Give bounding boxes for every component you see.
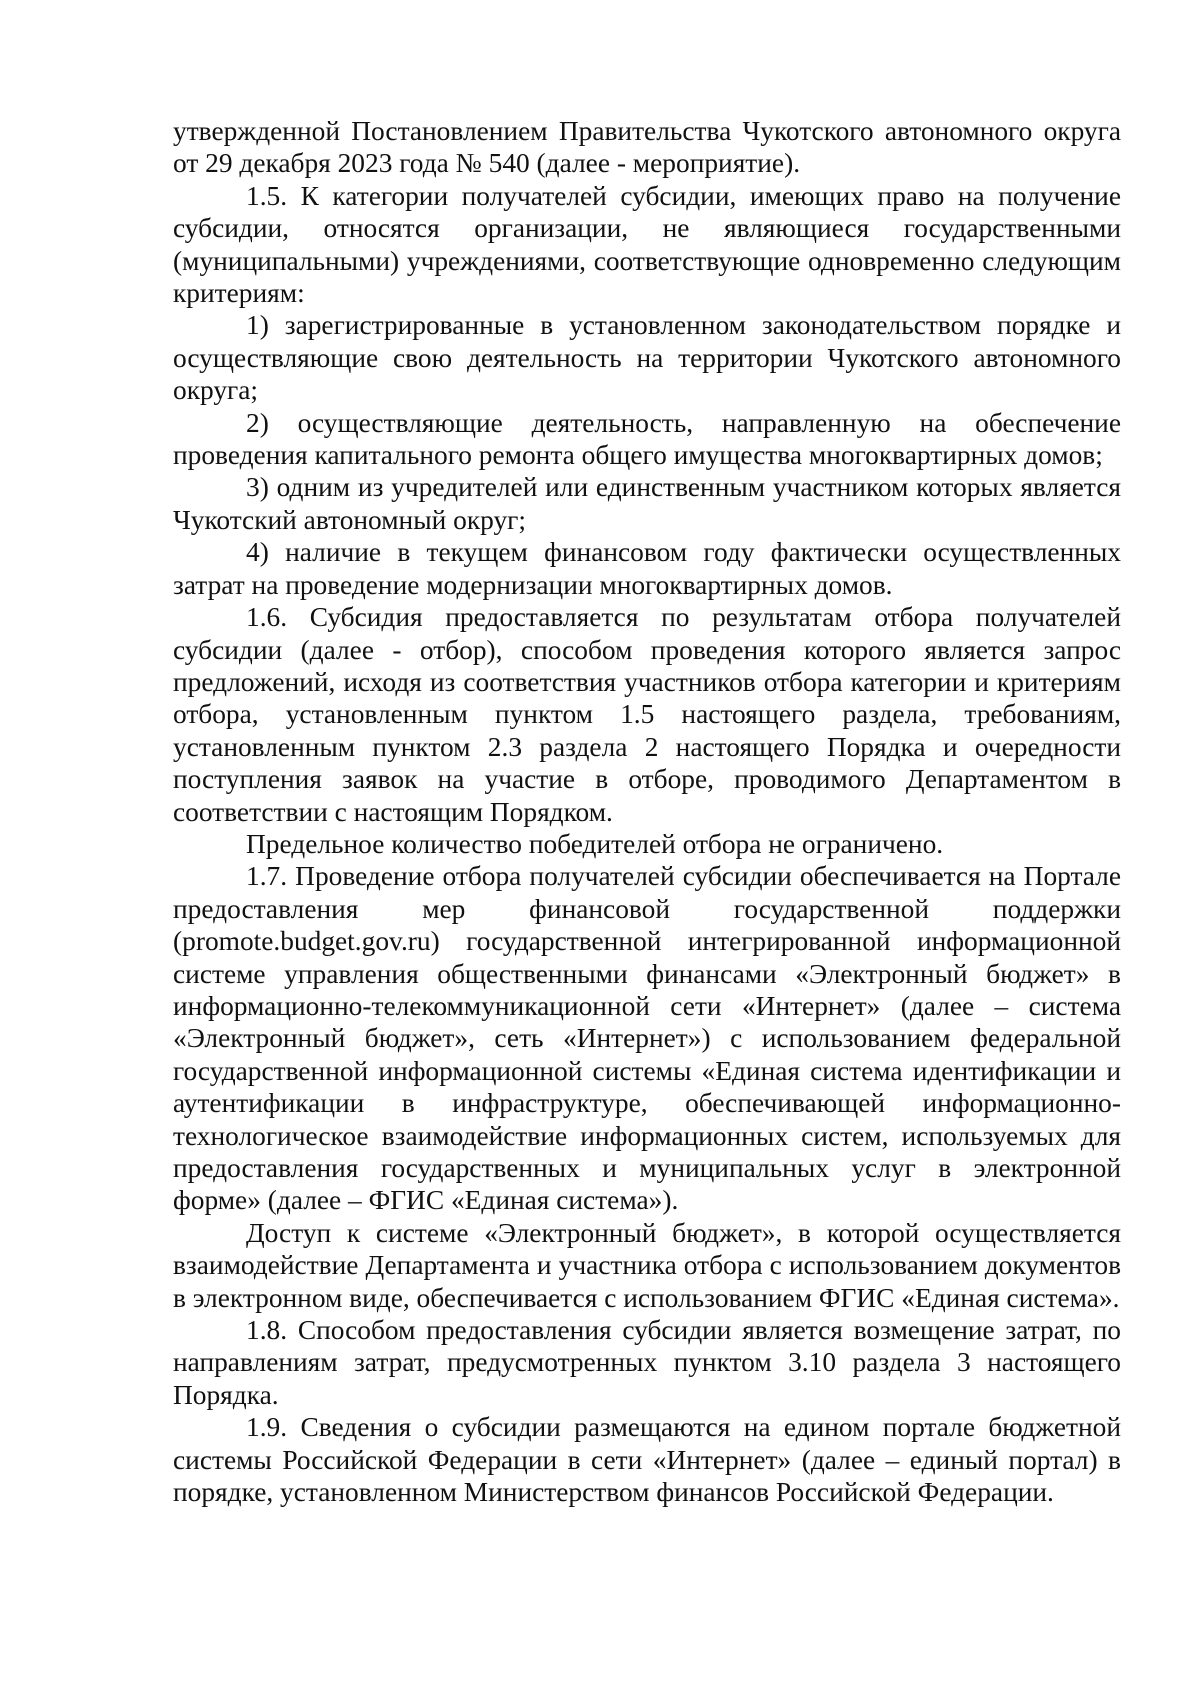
criterion-4: 4) наличие в текущем финансовом году фактически осуществленных затрат на проведение модернизации многоквартирных домов. — [173, 537, 1121, 600]
paragraph-1-8: 1.8. Способом предоставления субсидии является возмещение затрат, по направлениям затрат, предусмотренных пунктом 3.10 раздела 3 настоящего Порядка. — [173, 1315, 1121, 1410]
paragraph-1-7: 1.7. Проведение отбора получателей субсидии обеспечивается на Портале предоставления мер финансовой государственной поддержки (promote.budget.gov.ru) государственной интегрированной информационной системе управления общественными финансами «Электронный бюджет» в информационно-телекоммуникационной сети «Интернет» (далее – система «Электронный бюджет», сеть «Интернет») с использованием федеральной государственной информационной системы «Единая система идентификации и аутентификации в инфраструктуре, обеспечивающей информационно-технологическое взаимодействие информационных систем, используемых для предоставления государственных и муниципальных услуг в электронной форме» (далее – ФГИС «Единая система»). — [173, 861, 1121, 1216]
document-body — [173, 115, 1121, 1508]
criterion-3: 3) одним из учредителей или единственным участником которых является Чукотский автономный округ; — [173, 472, 1121, 535]
criterion-2: 2) осуществляющие деятельность, направленную на обеспечение проведения капитального ремонта общего имущества многоквартирных домов; — [173, 407, 1121, 471]
paragraph-intro-continuation: утвержденной Постановлением Правительства Чукотского автономного округа от 29 декабря 2023 года № 540 (далее - мероприятие). — [173, 116, 1121, 179]
paragraph-1-5: 1.5. К категории получателей субсидии, имеющих право на получение субсидии, относятся организации, не являющиеся государственными (муниципальными) учреждениями, соответствующие одновременно следующим критериям: — [173, 180, 1121, 309]
criterion-1: 1) зарегистрированные в установленном законодательством порядке и осуществляющие свою деятельность на территории Чукотского автономного округа; — [173, 310, 1121, 406]
paragraph-1-6: 1.6. Субсидия предоставляется по результатам отбора получателей субсидии (далее - отбор), способом проведения которого является запрос предложений, исходя из соответствия участников отбора категории и критериям отбора, установленным пунктом 1.5 настоящего раздела, требованиям, установленным пунктом 2.3 раздела 2 настоящего Порядка и очередности поступления заявок на участие в отборе, проводимого Департаментом в соответствии с настоящим Порядком. — [173, 602, 1121, 827]
paragraph-access: Доступ к системе «Электронный бюджет», в которой осуществляется взаимодействие Департамента и участника отбора с использованием документов в электронном виде, обеспечивается с использованием ФГИС «Единая система». — [173, 1217, 1121, 1313]
paragraph-1-9: 1.9. Сведения о субсидии размещаются на едином портале бюджетной системы Российской Федерации в сети «Интернет» (далее – единый портал) в порядке, установленном Министерством финансов Российской Федерации. — [173, 1412, 1121, 1508]
paragraph-winners-limit: Предельное количество победителей отбора не ограничено. — [246, 828, 944, 859]
